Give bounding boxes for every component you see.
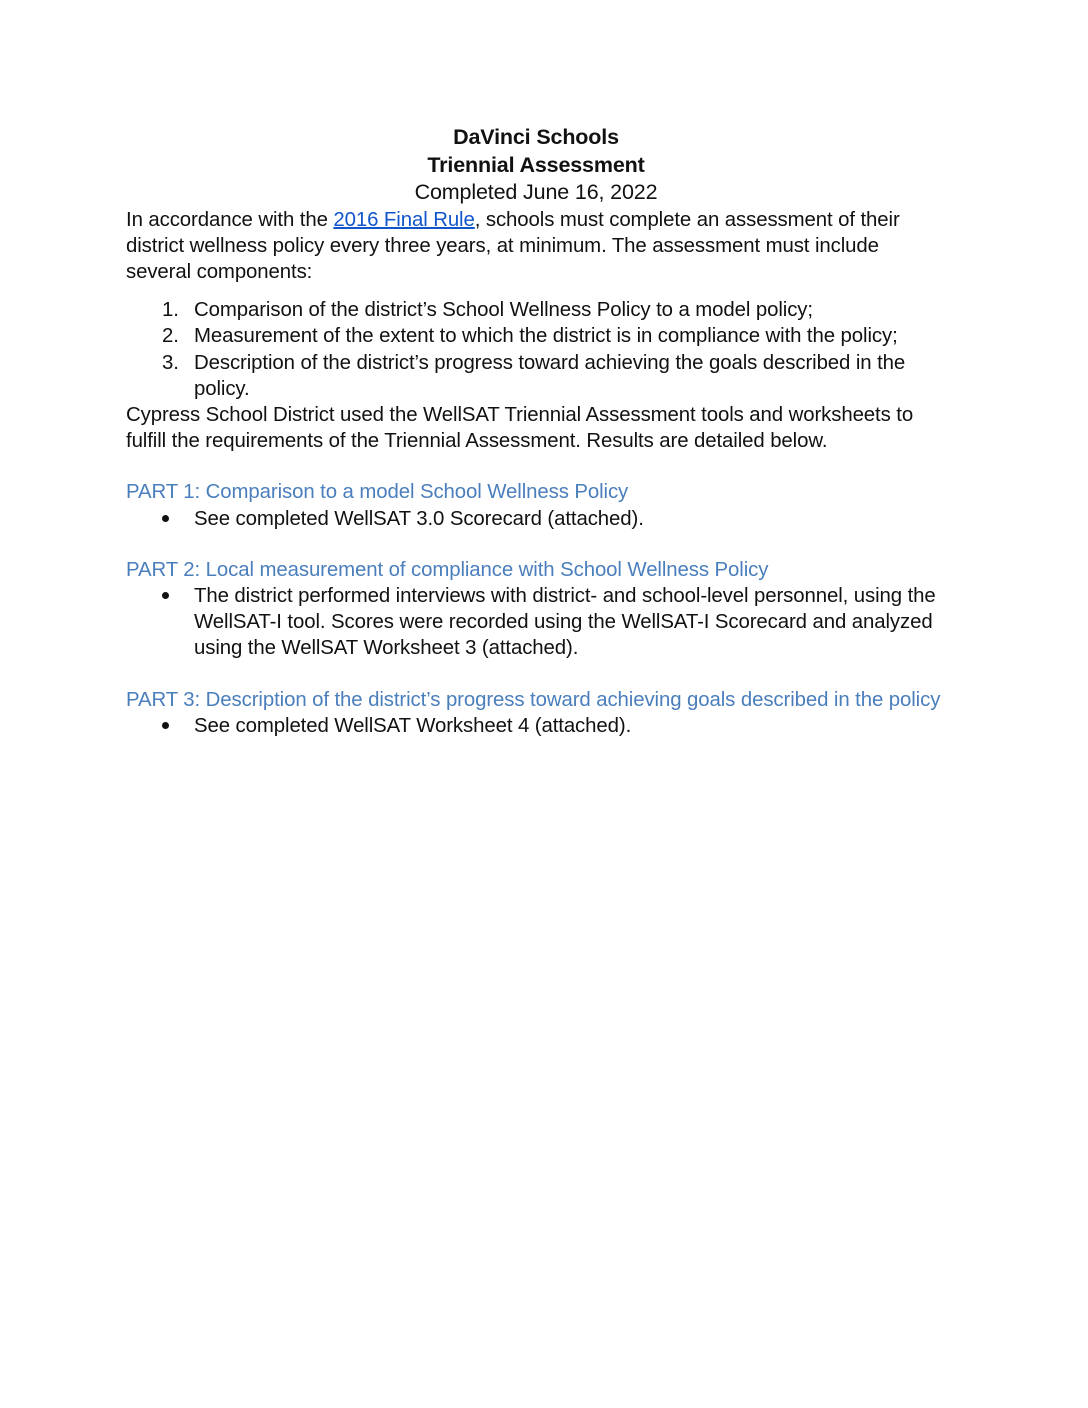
- list-item-number: 1.: [162, 299, 179, 322]
- list-item-label: See completed WellSAT 3.0 Scorecard (attached).: [194, 507, 644, 530]
- part-1-heading: PART 1: Comparison to a model School Wellness Policy: [126, 481, 629, 504]
- intro-paragraph: [126, 207, 946, 286]
- list-item-number: 3.: [162, 351, 179, 374]
- list-item: [126, 350, 946, 402]
- bullet-icon: [162, 722, 169, 729]
- document-title-block: [126, 124, 946, 207]
- list-item: [126, 583, 946, 662]
- list-item-label: Measurement of the extent to which the district is in compliance with the policy;: [194, 325, 898, 348]
- title-line-organization: DaVinci Schools: [453, 125, 619, 149]
- list-item-label: The district performed interviews with district- and school-level personnel, using the WellSAT-I tool. Scores were recorded using the WellSAT-I Scorecard and analyzed using the WellSAT Worksheet 3 (attached).: [194, 584, 936, 660]
- final-rule-link[interactable]: 2016 Final Rule: [333, 208, 475, 231]
- bullet-icon: [162, 515, 169, 522]
- bullet-icon: [162, 592, 169, 599]
- part-3-bullet-list: [126, 713, 946, 739]
- part-3-section: [126, 687, 946, 739]
- list-item-label: See completed WellSAT Worksheet 4 (attached).: [194, 714, 632, 737]
- part-2-bullet-list: [126, 583, 946, 662]
- part-2-section: [126, 557, 946, 662]
- part-3-heading: PART 3: Description of the district’s progress toward achieving goals described in the policy: [126, 688, 941, 711]
- list-item: [126, 323, 946, 349]
- intro-text-after-link: , schools must complete an assessment of their district wellness policy every three years, at minimum. The assessment must include several components:: [126, 208, 900, 283]
- list-item: [126, 713, 946, 739]
- title-line-completion-date: Completed June 16, 2022: [414, 180, 658, 204]
- title-line-subject: Triennial Assessment: [427, 152, 645, 177]
- part-1-section: [126, 479, 946, 531]
- part-1-bullet-list: [126, 506, 946, 532]
- part-2-heading: PART 2: Local measurement of compliance with School Wellness Policy: [126, 558, 769, 581]
- list-item: [126, 297, 946, 323]
- assessment-components-list: [126, 297, 946, 402]
- intro-text-before-link: In accordance with the: [126, 208, 334, 231]
- list-item-label: Comparison of the district’s School Wellness Policy to a model policy;: [194, 299, 813, 322]
- cypress-paragraph: Cypress School District used the WellSAT Triennial Assessment tools and worksheets to fulfill the requirements of the Triennial Assessment. Results are detailed below.: [126, 403, 914, 453]
- list-item: [126, 506, 946, 532]
- list-item-number: 2.: [162, 325, 179, 348]
- document-body: [126, 0, 946, 739]
- list-item-label: Description of the district’s progress toward achieving the goals described in the policy.: [194, 351, 906, 400]
